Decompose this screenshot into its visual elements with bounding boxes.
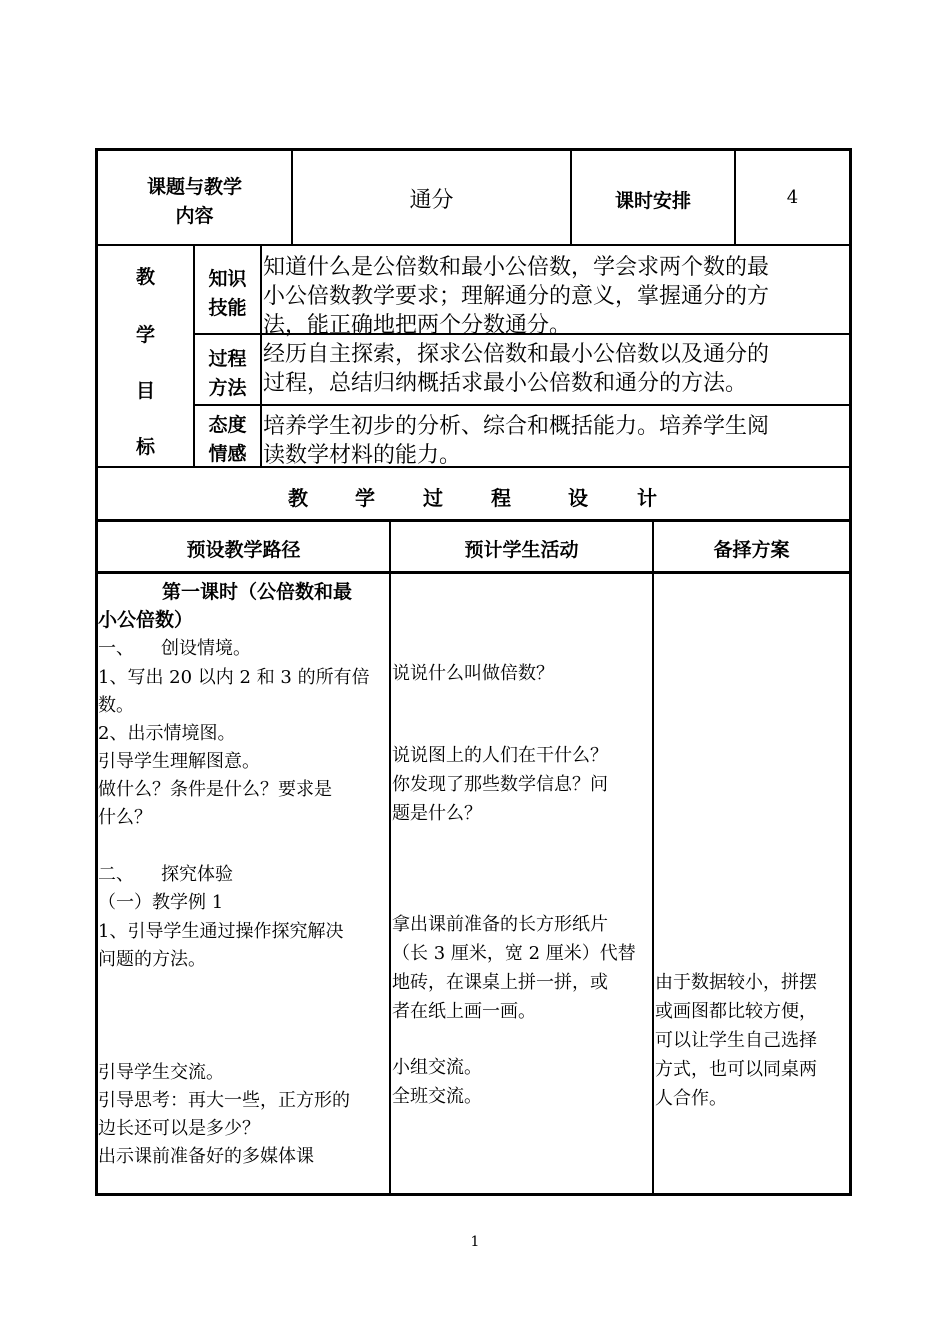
activity-line: 说说图上的人们在干什么？ (392, 745, 608, 766)
path-line: 1、引导学生通过操作探究解决 (98, 921, 344, 942)
path-line: 1、写出 20 以内 2 和 3 的所有倍 (98, 667, 370, 688)
path-line: 引导学生理解图意。 (98, 751, 260, 772)
design-title-char: 程 (491, 486, 511, 510)
table-rule (95, 571, 852, 574)
path-line: 引导学生交流。 (98, 1062, 224, 1083)
activity-line: 你发现了那些数学信息？问 (392, 774, 608, 795)
page-number: 1 (470, 1234, 480, 1250)
design-title-char: 计 (637, 486, 657, 510)
alternative-line: 或画图都比较方便， (655, 1001, 817, 1022)
path-line: 数。 (98, 695, 134, 716)
path-line: （一）教学例 1 (98, 892, 224, 913)
table-border-right (849, 148, 852, 1196)
table-rule (389, 519, 391, 1196)
path-line: 第一课时（公倍数和最 (162, 581, 353, 603)
design-title-char: 学 (355, 486, 375, 510)
objective-text-line: 读数学材料的能力。 (263, 443, 462, 468)
table-rule (193, 404, 852, 406)
path-line: 引导思考：再大一些，正方形的 (98, 1090, 350, 1111)
table-border-bottom (95, 1193, 852, 1196)
objectives-label-char: 教 (135, 266, 155, 288)
objective-text-line: 过程，总结归纳概括求最小公倍数和通分的方法。 (263, 371, 748, 396)
objective-text-line: 经历自主探索，探求公倍数和最小公倍数以及通分的 (263, 342, 770, 367)
subject-label-line2: 内容 (175, 205, 214, 227)
hours-label: 课时安排 (614, 190, 691, 212)
subject-label-line1: 课题与教学 (146, 176, 242, 198)
path-line: 二、 探究体验 (98, 864, 233, 885)
activity-line: 者在纸上画一画。 (392, 1001, 536, 1022)
path-line: 一、 创设情境。 (98, 638, 251, 659)
table-rule (260, 244, 262, 468)
objective-text-line: 培养学生初步的分析、综合和概括能力。培养学生阅 (263, 414, 770, 439)
column-header-activity: 预计学生活动 (464, 539, 579, 561)
path-line: 做什么？条件是什么？要求是 (98, 779, 332, 800)
path-line: 什么？ (98, 807, 152, 828)
column-header-path: 预设教学路径 (186, 539, 301, 561)
table-rule (95, 244, 852, 246)
activity-line: 拿出课前准备的长方形纸片 (392, 914, 608, 935)
table-border-top (95, 148, 852, 151)
objective-label: 知识 (208, 268, 247, 290)
path-line: 出示课前准备好的多媒体课 (98, 1146, 314, 1167)
path-line: 边长还可以是多少？ (98, 1118, 260, 1139)
path-line: 2、出示情境图。 (98, 723, 236, 744)
activity-line: 说说什么叫做倍数？ (392, 663, 554, 684)
hours-value: 4 (786, 187, 799, 208)
path-line: 问题的方法。 (98, 949, 206, 970)
activity-line: 地砖，在课桌上拼一拼，或 (392, 972, 608, 993)
activity-line: 题是什么？ (392, 803, 482, 824)
activity-line: 全班交流。 (392, 1086, 482, 1107)
objectives-label-char: 标 (135, 436, 155, 458)
alternative-line: 人合作。 (655, 1088, 727, 1109)
alternative-line: 由于数据较小，拼摆 (655, 972, 817, 993)
objective-text-line: 知道什么是公倍数和最小公倍数，学会求两个数的最 (263, 255, 770, 280)
path-line: 小公倍数） (98, 609, 194, 631)
objective-text-line: 小公倍数教学要求；理解通分的意义，掌握通分的方 (263, 284, 770, 309)
objective-label: 方法 (208, 377, 247, 399)
table-rule (95, 519, 852, 522)
design-title-char: 设 (568, 486, 588, 510)
objectives-label-char: 目 (135, 380, 155, 402)
design-title-char: 教 (288, 486, 308, 510)
activity-line: （长 3 厘米，宽 2 厘米）代替 (392, 943, 636, 964)
objective-label: 技能 (208, 297, 247, 319)
objective-label: 情感 (208, 443, 247, 465)
table-rule (95, 466, 852, 468)
objective-text-line: 法，能正确地把两个分数通分。 (263, 313, 572, 338)
objective-label: 过程 (208, 348, 247, 370)
table-rule (652, 519, 654, 1196)
objective-label: 态度 (208, 414, 247, 436)
alternative-line: 可以让学生自己选择 (655, 1030, 817, 1051)
subject-value: 通分 (409, 188, 454, 213)
alternative-line: 方式，也可以同桌两 (655, 1059, 817, 1080)
column-header-alternative: 备择方案 (713, 539, 790, 561)
design-title-char: 过 (423, 486, 443, 510)
objectives-label-char: 学 (135, 324, 155, 346)
activity-line: 小组交流。 (392, 1057, 482, 1078)
